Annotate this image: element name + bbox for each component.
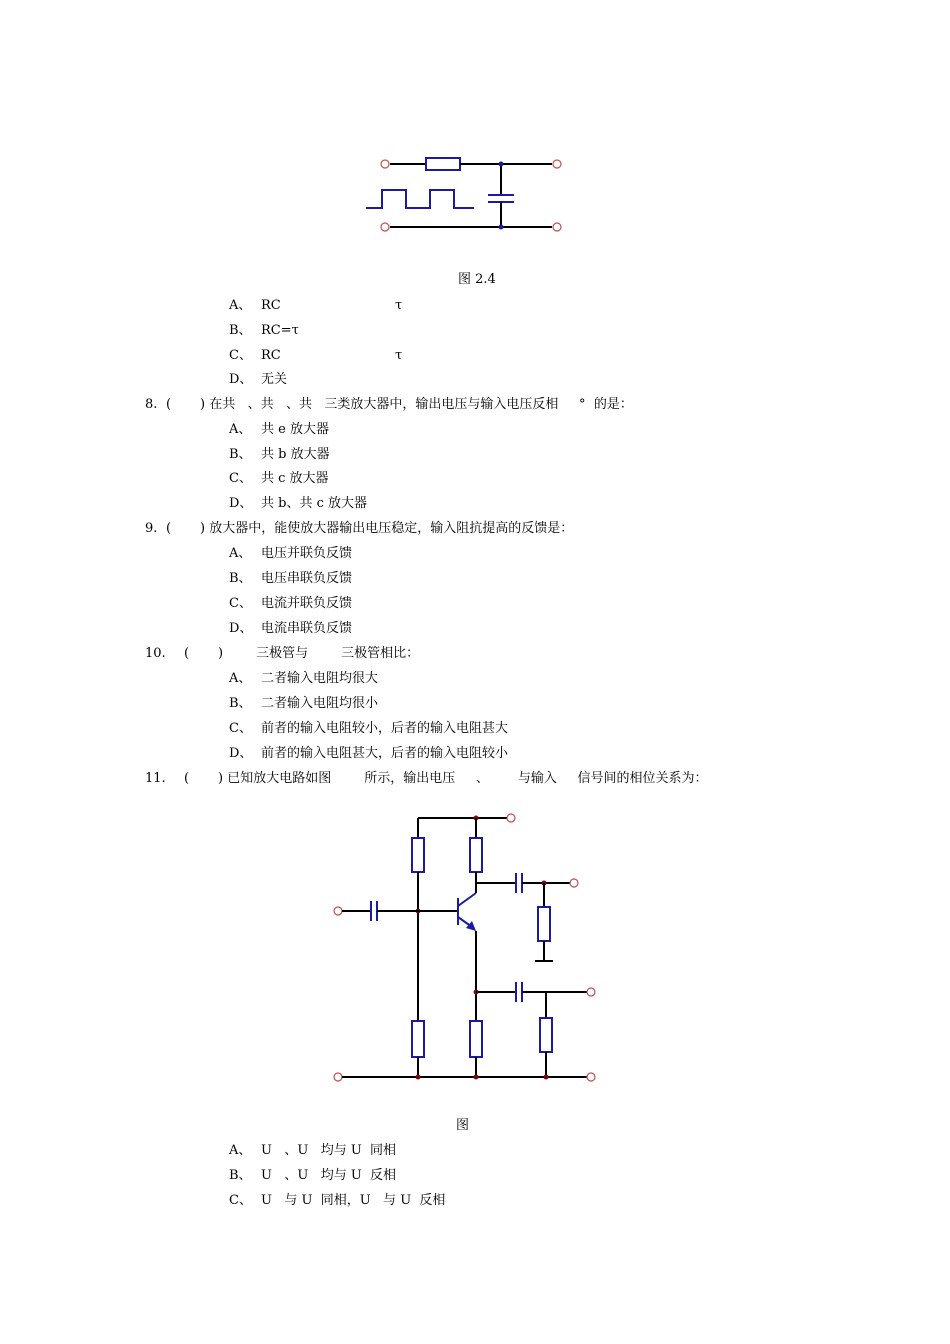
option-text: 共 b 放大器 [261,447,330,462]
option-text: RC=τ [261,323,299,338]
option-letter: A、 [229,546,252,561]
option-letter: D、 [229,621,253,636]
amplifier-circuit-diagram [330,805,620,1095]
option-extra: τ [395,348,403,363]
resistor-load1 [538,907,550,941]
option-text: 电流串联负反馈 [261,621,353,636]
option-text: 前者的输入电阻甚大，后者的输入电阻较小 [261,746,509,761]
option-text: U 与 U 同相，U 与 U 反相 [261,1193,446,1208]
output2-terminal [587,988,595,996]
option-letter: C、 [229,596,252,611]
question-stem: ( ) 放大器中，能使放大器输出电压稳定，输入阻抗提高的反馈是： [166,521,574,536]
option-text: 二者输入电阻均很大 [261,671,379,686]
option-letter: B、 [229,696,252,711]
option-letter: B、 [229,1168,252,1183]
option-letter: B、 [229,323,252,338]
option-letter: C、 [229,348,252,363]
resistor-rb2 [412,1021,424,1057]
resistor [426,158,460,170]
question-number: 11. [145,771,166,786]
junction-dot [499,162,504,167]
option-text: 电流并联负反馈 [261,596,353,611]
output-terminal [553,160,561,168]
junction-dot [416,1075,421,1080]
option-extra: τ [395,298,403,313]
option-text: 二者输入电阻均很小 [261,696,379,711]
option-letter: B、 [229,571,252,586]
output-terminal [553,223,561,231]
emitter-arrow [466,921,476,931]
option-letter: C、 [229,1193,252,1208]
option-text: U 、U 均与 U 反相 [261,1168,397,1183]
option-letter: A、 [229,1143,252,1158]
input-terminal [334,907,342,915]
option-letter: A、 [229,298,252,313]
option-text: RC [261,348,281,363]
resistor-re [470,1021,482,1057]
option-text: 电压并联负反馈 [261,546,353,561]
figure-caption: 图 [456,1118,470,1133]
junction-dot [474,1075,479,1080]
question-stem: ( ) 已知放大电路如图 所示，输出电压 、 与输入 信号间的相位关系为： [184,771,708,786]
square-wave-signal [366,190,474,208]
option-letter: A、 [229,671,252,686]
question-number: 10. [145,646,166,661]
option-letter: C、 [229,721,252,736]
vcc-terminal [507,814,515,822]
question-stem: ( ) 在共 、共 、共 三类放大器中，输出电压与输入电压反相 ° 的是： [166,397,633,412]
option-letter: D、 [229,746,253,761]
option-text: 前者的输入电阻较小，后者的输入电阻甚大 [261,721,509,736]
rc-circuit-diagram [360,150,600,240]
question-number: 9. [145,521,158,536]
resistor-load2 [540,1018,552,1052]
option-text: 无关 [261,372,288,387]
option-text: 共 c 放大器 [261,471,329,486]
figure-caption: 图 2.4 [458,272,496,287]
junction-dot [499,225,504,230]
ground-terminal [334,1073,342,1081]
output1-terminal [570,879,578,887]
option-text: 共 e 放大器 [261,422,329,437]
input-terminal [381,223,389,231]
option-text: 共 b、共 c 放大器 [261,496,367,511]
resistor-rb1 [412,838,424,872]
option-letter: D、 [229,496,253,511]
resistor-rc [470,838,482,872]
transistor-collector [458,893,476,906]
question-number: 8. [145,397,158,412]
option-letter: D、 [229,372,253,387]
ground-terminal [587,1073,595,1081]
option-text: U 、U 均与 U 同相 [261,1143,397,1158]
question-stem: ( ) 三极管与 三极管相比： [184,646,420,661]
option-letter: B、 [229,447,252,462]
option-letter: A、 [229,422,252,437]
junction-dot [544,1075,549,1080]
option-text: RC [261,298,281,313]
input-terminal [381,160,389,168]
option-text: 电压串联负反馈 [261,571,353,586]
option-letter: C、 [229,471,252,486]
